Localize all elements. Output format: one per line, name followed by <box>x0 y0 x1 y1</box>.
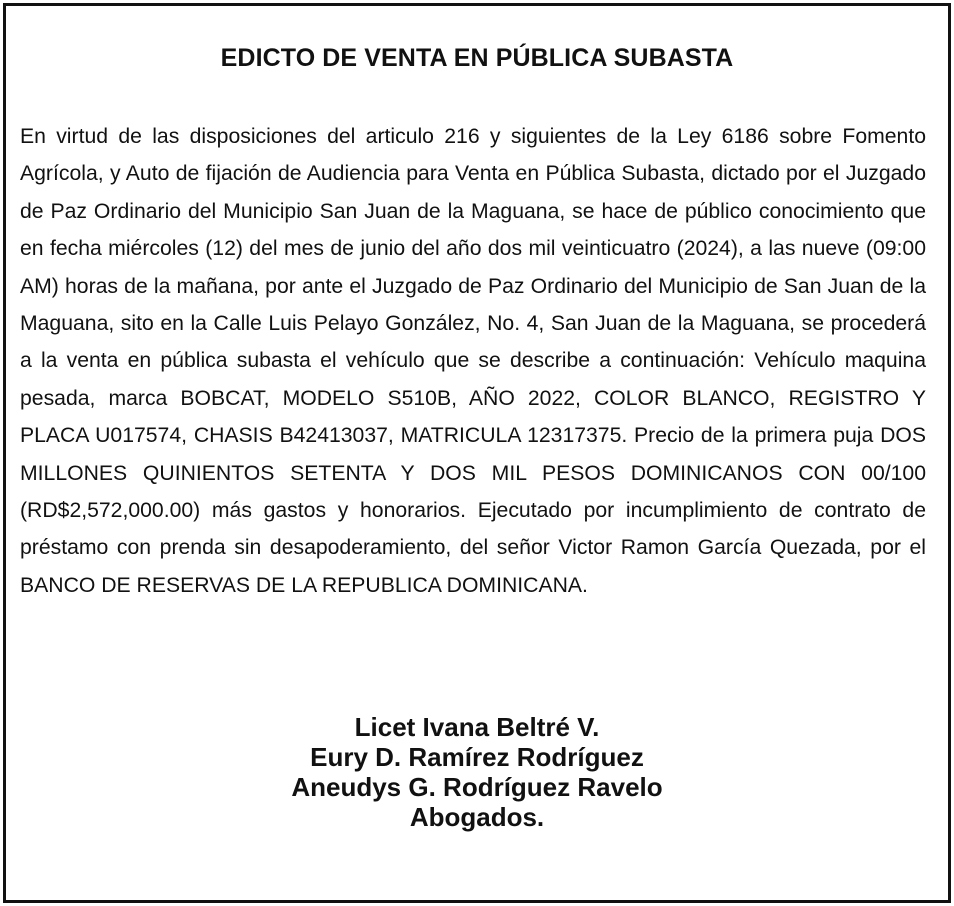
signatory-name-3: Aneudys G. Rodríguez Ravelo <box>291 772 663 802</box>
signatory-name-2: Eury D. Ramírez Rodríguez <box>310 742 644 772</box>
signatory-role: Abogados. <box>409 802 545 832</box>
notice-title: EDICTO DE VENTA EN PÚBLICA SUBASTA <box>220 44 734 72</box>
signatory-name-1: Licet Ivana Beltré V. <box>354 712 600 742</box>
notice-body: En virtud de las disposiciones del articulo 216 y siguientes de la Ley 6186 sobre Fomento Agrícola, y Auto de fijación de Audiencia para Venta en Pública Subasta, dictado por el Juzgado de Paz Ordinario del Municipio San Juan de la Maguana, se hace de público conocimiento que en fecha miércoles (12) del mes de junio del año dos mil veinticuatro (2024), a las nueve (09:00 AM) horas de la mañana, por ante el Juzgado de Paz Ordinario del Municipio de San Juan de la Maguana, sito en la Calle Luis Pelayo González, No. 4, San Juan de la Maguana, se procederá a la venta en pública subasta el vehículo que se describe a continuación: Vehículo maquina pesada, marca BOBCAT, MODELO S510B, AÑO 2022, COLOR BLANCO, REGISTRO Y PLACA U017574, CHASIS B42413037, MATRICULA 12317375. Precio de la primera puja DOS MILLONES QUINIENTOS SETENTA Y DOS MIL PESOS DOMINICANOS CON 00/100 (RD$2,572,000.00) más gastos y honorarios. Ejecutado por incumplimiento de contrato de préstamo con prenda sin desapoderamiento, del señor Victor Ramon García Quezada, por el BANCO DE RESERVAS DE LA REPUBLICA DOMINICANA. <box>20 125 926 597</box>
signature-block <box>0 712 954 832</box>
